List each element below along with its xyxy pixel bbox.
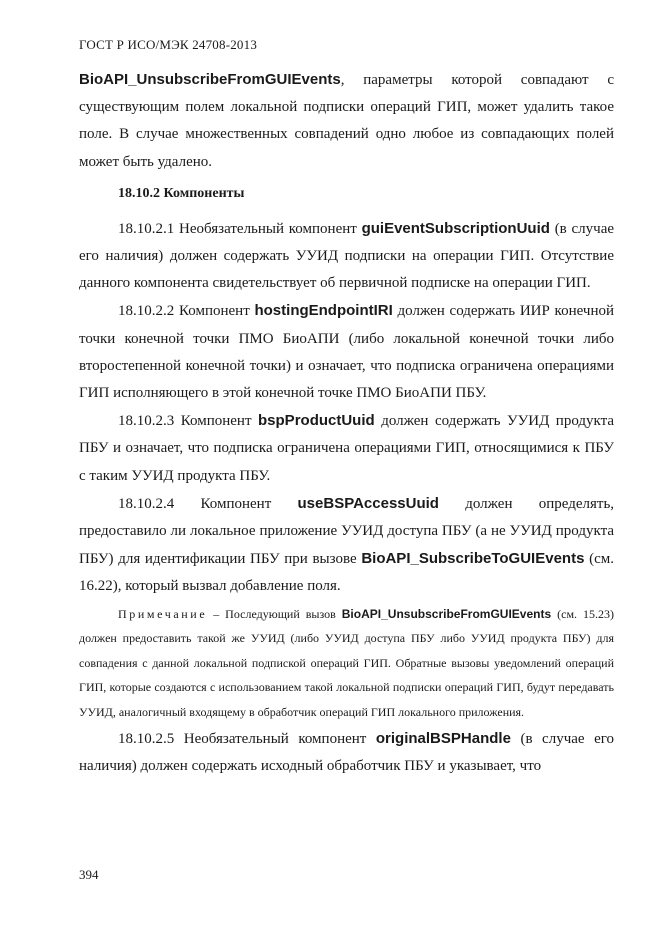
clause-number: 18.10.2.2 [118, 303, 175, 320]
note-dash: – Последующий вызов [207, 606, 342, 621]
component-name: guiEventSubscriptionUuid [361, 219, 550, 237]
paragraph-18-10-2-3 [79, 407, 614, 490]
function-name: BioAPI_UnsubscribeFromGUIEvents [341, 606, 552, 621]
note-text: (см. 15.23) должен предоставить такой же УУИД (либо УУИД доступа ПБУ либо УУИД продукта ПБУ) для совпадения с данной локальной подпиской операций ГИП. Обратные вызовы уведомлений операций ГИП, которые создаются с использованием такой локальной подписки операций ГИП, будут передавать УУИД, аналогичный входящему в обработчик операций ГИП локального приложения. [79, 606, 614, 720]
clause-text-pre: Необязательный компонент [183, 730, 367, 747]
clause-number: 18.10.2.3 [118, 413, 175, 430]
intro-text: , параметры которой совпадают с существующим полем локальной подписки операций ГИП, может удалить такое поле. В случае множественных совпадений одно любое из совпадающих полей может быть удалено. [79, 72, 614, 170]
component-name: bspProductUuid [258, 412, 375, 430]
page-number: 394 [79, 867, 99, 882]
clause-text-pre: Компонент [178, 303, 250, 320]
paragraph-18-10-2-1 [79, 215, 614, 298]
paragraph-18-10-2-4 [79, 490, 614, 601]
clause-number: 18.10.2.4 [118, 495, 175, 512]
running-header: ГОСТ Р ИСО/МЭК 24708-2013 [79, 37, 258, 52]
clause-number: 18.10.2.1 [118, 220, 175, 237]
intro-paragraph [79, 66, 614, 176]
paragraph-18-10-2-5 [79, 725, 614, 780]
function-name: BioAPI_SubscribeToGUIEvents [361, 550, 585, 568]
clause-text-post: должен содержать УУИД продукта ПБУ и означает, что подписка ограничена операциями ГИП, относящимися к ПБУ с таким УУИД продукта ПБУ. [79, 413, 615, 484]
clause-text-post: должен содержать ИИР конечной точки конечной точки ПМО БиоАПИ (либо локальной конечной точки либо второстепенной конечной точки) и означает, что подписка ограничена операциями ГИП исполняющего в этой конечной точке ПМО БиоАПИ ПБУ. [79, 303, 614, 402]
paragraph-18-10-2-2 [79, 297, 614, 407]
clause-text-post: (в случае его наличия) должен содержать УУИД подписки на операции ГИП. Отсутствие данного компонента свидетельствует об первичной подписке на операции ГИП. [79, 220, 615, 292]
note-label: Примечание [118, 606, 208, 621]
clause-text-post: (см. 16.22), который вызвал добавление поля. [79, 551, 614, 595]
section-heading: 18.10.2 Компоненты [118, 185, 245, 201]
function-name: BioAPI_UnsubscribeFromGUIEvents [79, 71, 341, 88]
clause-text-pre: Компонент [180, 413, 252, 430]
document-body [79, 66, 614, 780]
clause-text-post: (в случае его наличия) должен содержать исходный обработчик ПБУ и указывает, что [79, 730, 615, 774]
component-name: hostingEndpointIRI [254, 302, 393, 320]
component-name: useBSPAccessUuid [297, 494, 439, 512]
component-name: originalBSPHandle [375, 729, 511, 747]
clause-text-mid: должен определять, предоставило ли локальное приложение УУИД доступа ПБУ (а не УУИД продукта ПБУ) для идентификации ПБУ при вызове [79, 495, 615, 568]
note-paragraph [79, 601, 614, 725]
clause-text-pre: Компонент [200, 495, 272, 512]
clause-number: 18.10.2.5 [118, 730, 175, 747]
clause-text-pre: Необязательный компонент [179, 220, 357, 237]
